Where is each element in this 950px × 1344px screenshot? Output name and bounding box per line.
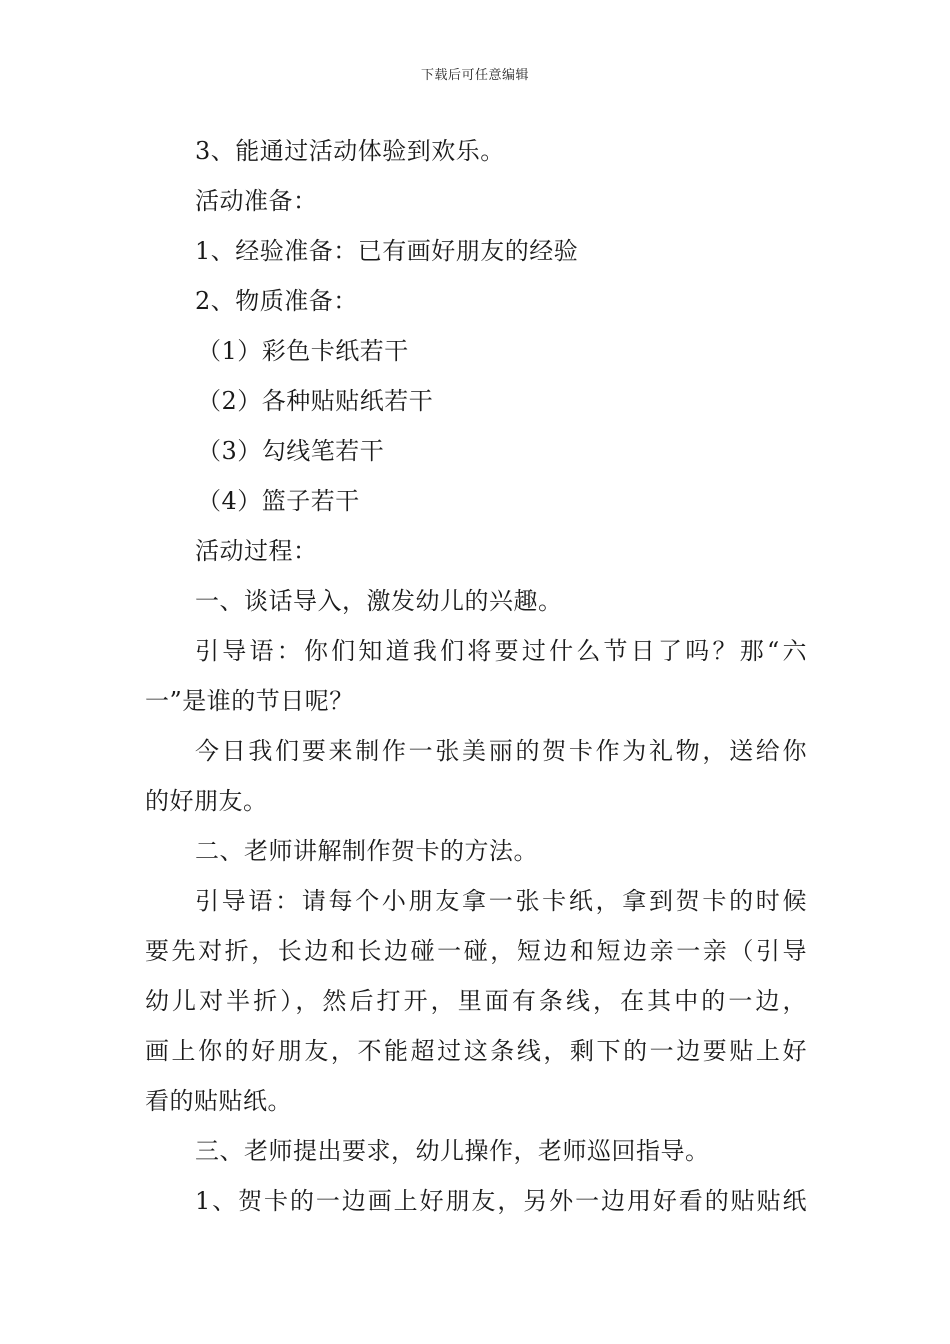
paragraph-line: 要先对折，长边和长边碰一碰，短边和短边亲一亲（引导 bbox=[145, 937, 807, 965]
paragraph-line: 引导语：你们知道我们将要过什么节日了吗？那“六 bbox=[195, 637, 807, 665]
paragraph-line: 二、老师讲解制作贺卡的方法。 bbox=[195, 837, 538, 865]
list-item: （1）彩色卡纸若干 bbox=[197, 337, 409, 365]
list-item: （2）各种贴贴纸若干 bbox=[197, 387, 434, 415]
page-header: 下载后可任意编辑 bbox=[420, 68, 529, 83]
paragraph-line: 的好朋友。 bbox=[145, 787, 268, 815]
paragraph-line: 看的贴贴纸。 bbox=[145, 1087, 292, 1115]
paragraph-line: 1、贺卡的一边画上好朋友，另外一边用好看的贴贴纸 bbox=[195, 1187, 807, 1215]
document-body bbox=[145, 126, 807, 1226]
paragraph-line: 2、物质准备： bbox=[195, 287, 358, 315]
paragraph-line: 幼儿对半折），然后打开，里面有条线，在其中的一边， bbox=[145, 987, 807, 1015]
list-item: （3）勾线笔若干 bbox=[197, 437, 385, 465]
paragraph-line: 一”是谁的节日呢？ bbox=[145, 687, 354, 715]
list-item: （4）篮子若干 bbox=[197, 487, 360, 515]
paragraph-line: 1、经验准备：已有画好朋友的经验 bbox=[195, 237, 579, 265]
section-heading: 活动准备： bbox=[195, 187, 318, 215]
paragraph-line: 3、能通过活动体验到欢乐。 bbox=[195, 137, 505, 165]
paragraph-line: 画上你的好朋友，不能超过这条线，剩下的一边要贴上好 bbox=[145, 1037, 807, 1065]
section-heading: 活动过程： bbox=[195, 537, 318, 565]
paragraph-line: 引导语：请每个小朋友拿一张卡纸，拿到贺卡的时候 bbox=[195, 887, 807, 915]
paragraph-line: 三、老师提出要求，幼儿操作，老师巡回指导。 bbox=[195, 1137, 710, 1165]
paragraph-line: 一、谈话导入，激发幼儿的兴趣。 bbox=[195, 587, 563, 615]
paragraph-line: 今日我们要来制作一张美丽的贺卡作为礼物，送给你 bbox=[195, 737, 807, 765]
